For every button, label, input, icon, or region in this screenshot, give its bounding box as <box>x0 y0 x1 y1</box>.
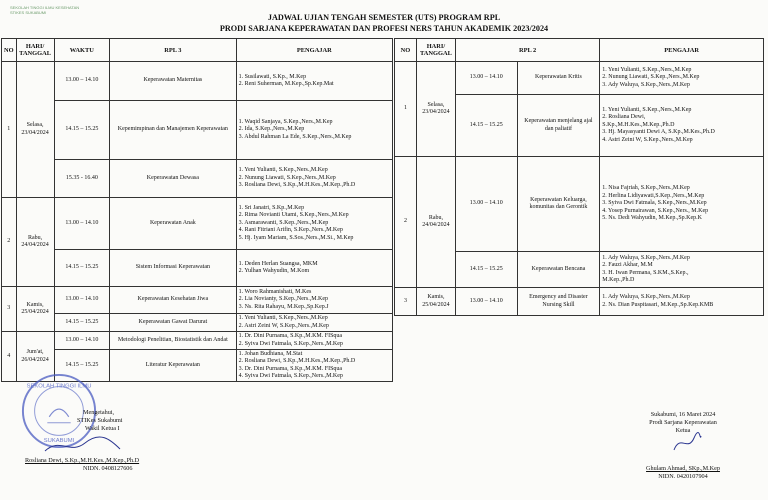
waktu-cell: 13.00 – 14.10 <box>54 198 110 250</box>
day-date <box>16 62 54 198</box>
institution-line: SEKOLAH TINGGI ILMU KESEHATAN <box>10 5 80 10</box>
course-cell: Literatur Keperawatan <box>110 350 237 382</box>
lecturer: 1. Yeni Yulianti, S.Kep.,Ners.,M.Kep <box>602 106 692 113</box>
course-cell: Sistem Informasi Keperawatan <box>110 250 237 287</box>
day-tanggal: 23/04/2024 <box>422 109 450 115</box>
waktu-cell: 14.15 – 15.25 <box>54 350 110 382</box>
signature-left <box>25 409 225 473</box>
lecturer: 2. Syiva Dwi Fatmala, S.Kep.,Ners.,M.Kep <box>238 340 343 347</box>
day-name: Rabu, <box>27 234 43 241</box>
sig-role: Wakil Ketua I <box>85 425 120 432</box>
day-name: Jum'at, <box>26 349 44 356</box>
lecturer: 2. Lia Novianty, S.Kep.,Ners.,M.Kep <box>238 296 329 303</box>
table-row <box>2 314 393 332</box>
lecturer: 1. Ady Waluya, S.Kep.,Ners.,M.Kep <box>602 294 690 301</box>
col-no: NO <box>395 39 417 62</box>
lecturer: 5. Ns. Dedi Wahyudin, M.Kep.,Sp.Kep.K <box>602 215 703 222</box>
lecturer: 2. Reni Suherman, M.Kep.,Sp.Kep.Mat <box>238 81 334 87</box>
sig-label: Mengetahui, <box>83 409 115 416</box>
col-no: NO <box>2 39 17 62</box>
col-rpl: RPL 3 <box>110 39 237 62</box>
day-no: 3 <box>395 288 417 316</box>
col-waktu: WAKTU <box>54 39 110 62</box>
lecturer: 3. Ns. Rita Rahayu, M.Kep.,Sp.Kep.J <box>238 303 329 310</box>
course-cell: Metodologi Penelitian, Biostatistik dan Andat <box>110 332 237 350</box>
waktu-cell: 14.15 – 15.25 <box>54 101 110 160</box>
lecturer: 2. Fauzi Akhar, M.M <box>602 262 653 269</box>
lecturer: 2. Nunung Liawati, S.Kep.,Ners.,M.Kep <box>602 74 700 81</box>
signature-space <box>25 433 225 457</box>
pengajar-cell <box>600 95 764 157</box>
institution-line: STIKES SUKABUMI <box>10 10 47 15</box>
day-date <box>416 288 455 316</box>
signer-nidn: NIDN. 0420107904 <box>658 473 708 480</box>
pengajar-cell <box>236 198 392 250</box>
day-no: 2 <box>2 198 17 287</box>
waktu-cell: 13.00 – 14.10 <box>455 288 517 316</box>
lecturer: 4. Syiva Dwi Fatmala, S.Kep.,Ners.,M.Kep <box>238 372 343 379</box>
course-cell: Keperawatan Bencana <box>517 252 600 288</box>
course-cell: Keperawatan Maternitas <box>110 62 237 101</box>
signature-space <box>598 435 768 465</box>
day-name: Selasa, <box>427 101 445 108</box>
day-name: Rabu, <box>428 214 444 221</box>
table-header-row <box>2 39 393 62</box>
waktu-cell: 13.00 – 14.10 <box>455 157 517 252</box>
lecturer: 3. Asmarawanti, S.Kep.,Ners.,M.Kep <box>238 219 329 226</box>
lecturer: 2. Rosliana Dewi, S.Kp.,M.H.Kes.,M.Kep.,Ph.D <box>238 358 356 365</box>
table-row <box>2 198 393 250</box>
col-hari-tanggal: HARI/ TANGGAL <box>416 39 455 62</box>
lecturer: 1. Ady Waluya, S.Kep.,Ners.,M.Kep <box>602 254 690 261</box>
course-cell: Keperawatan Dewasa <box>110 160 237 198</box>
pengajar-cell <box>236 287 392 314</box>
lecturer: 5. Hj. Iyam Mariam, S.Sos.,Ners.,M.Si., M.Kep <box>238 234 354 241</box>
lecturer: 3. Rosliana Dewi, S.Kp.,M.H.Kes.,M.Kep.,Ph.D <box>238 182 356 189</box>
lecturer: 4. Astri Zeini W, S.Kep.,Ners.,M.Kep <box>602 136 693 143</box>
lecturer: 2. Ida, S.Kep.,Ners.,M.Kep <box>238 126 305 133</box>
lecturer: 2. Nunung Liawati, S.Kep.,Ners.,M.Kep <box>238 174 336 181</box>
day-no: 2 <box>395 157 417 288</box>
course-cell: Emergency and Disaster Nursing Skill <box>517 288 600 316</box>
schedule-table-rpl3 <box>1 38 393 382</box>
lecturer: 2. Rima Novianti Utami, S.Kep.,Ners.,M.Kep <box>238 212 349 219</box>
lecturer: 1. Waqid Sanjaya, S.Kep.,Ners.,M.Kep <box>238 118 333 125</box>
pengajar-cell <box>600 62 764 95</box>
lecturer: 2. Herlina Lidiyawati,S.Kep.,Ners.,M.Kep <box>602 192 705 199</box>
lecturer: 1. Dr. Dini Purnama, S.Kp.,M.KM. FISqua <box>238 333 343 340</box>
waktu-cell: 13.00 – 14.10 <box>455 62 517 95</box>
course-cell: Kepemimpinan dan Manajemen Keperawatan <box>110 101 237 160</box>
pengajar-cell <box>236 350 392 382</box>
table-header-row <box>395 39 764 62</box>
lecturer: 2. Yulhan Wahyudin, M.Kom <box>238 268 310 274</box>
lecturer: 4. Yosep Purnairawan, S.Kep.,Ners., M.Kep <box>602 207 709 214</box>
sig-institution: STIKes Sukabumi <box>77 417 123 424</box>
waktu-cell: 13.00 – 14.10 <box>54 62 110 101</box>
day-tanggal: 23/04/2024 <box>21 129 49 136</box>
table-row <box>2 250 393 287</box>
table-row <box>395 62 764 95</box>
day-no: 1 <box>2 62 17 198</box>
lecturer: 2. Astri Zeini W, S.Kep.,Ners.,M.Kep <box>238 322 329 329</box>
table-row <box>2 287 393 314</box>
day-name: Kamis, <box>26 301 44 308</box>
day-name: Selasa, <box>26 122 44 129</box>
pengajar-cell <box>236 332 392 350</box>
lecturer: 3. Ady Waluya, S.Kep.,Ners.,M.Kep <box>602 81 690 88</box>
seal-text-bottom: SUKABUMI <box>43 438 75 445</box>
pengajar-cell <box>236 160 392 198</box>
lecturer: 3. Hj. Mayasyanti Dewi A, S.Kp.,M.Kes.,Ph.D <box>602 129 715 136</box>
signer-name: Rosliana Dewi, S.Kp.,M.H.Kes.,M.Kep.,Ph.D <box>25 457 140 464</box>
lecturer: 4. Rani Fitriani Arifin, S.Kep.,Ners.,M.Kep <box>238 227 343 234</box>
day-tanggal: 25/04/2024 <box>21 309 49 315</box>
schedule-table-rpl2 <box>394 38 764 316</box>
lecturer: 1. Nisa Fajriah, S.Kep.,Ners.,M.Kep <box>602 185 690 192</box>
lecturer: 1. Sri Janatri, S.Kp.,M.Kep <box>238 204 305 211</box>
table-row <box>395 288 764 316</box>
day-name: Kamis, <box>427 294 445 301</box>
col-hari-tanggal: HARI/ TANGGAL <box>16 39 54 62</box>
pengajar-cell <box>236 314 392 332</box>
table-row <box>2 332 393 350</box>
day-tanggal: 25/04/2024 <box>422 301 450 308</box>
handwritten-signature <box>25 433 145 457</box>
table-row <box>2 101 393 160</box>
lecturer: 1. Yeni Yulianti, S.Kep.,Ners.,M.Kep <box>238 315 328 322</box>
signer-nidn: NIDN. 0408127606 <box>83 465 133 472</box>
day-tanggal: 26/04/2024 <box>21 356 49 363</box>
waktu-cell: 14.15 – 15.25 <box>455 252 517 288</box>
waktu-cell: 14.15 – 15.25 <box>54 250 110 287</box>
sig-institution: Prodi Sarjana Keperawatan <box>649 419 717 426</box>
document-subtitle: PRODI SARJANA KEPERAWATAN DAN PROFESI NERS TAHUN AKADEMIK 2023/2024 <box>219 24 549 33</box>
day-date <box>416 157 455 288</box>
col-rpl: RPL 2 <box>455 39 599 62</box>
table-row <box>2 62 393 101</box>
lecturer: 1. Woro Rahmanishati, M.Kes <box>238 288 312 295</box>
signature-right <box>598 411 768 481</box>
lecturer: S.Kp.,M.H.Kes.,M.Kep.,Ph.D <box>602 121 675 128</box>
pengajar-cell <box>236 250 392 287</box>
pengajar-cell <box>600 157 764 252</box>
waktu-cell: 15.35 - 16.40 <box>54 160 110 198</box>
day-date <box>16 287 54 332</box>
waktu-cell: 14.15 – 15.25 <box>455 95 517 157</box>
course-cell: Keperawatan Kritis <box>517 62 600 95</box>
table-row <box>2 160 393 198</box>
day-tanggal: 24/04/2024 <box>422 222 450 228</box>
pengajar-cell <box>236 101 392 160</box>
course-cell: Keperawatan Kesehatan Jiwa <box>110 287 237 314</box>
pengajar-cell <box>236 62 392 101</box>
course-cell: Keperawatan menjelang ajal dan paliatif <box>517 95 600 157</box>
day-date <box>16 198 54 287</box>
lecturer: 1. Johan Budhiana, M.Stat <box>238 350 303 357</box>
seal-text-top: SEKOLAH TINGGI ILMU <box>26 383 92 390</box>
pengajar-cell <box>600 288 764 316</box>
course-cell: Keperawatan Keluarga, komunitas dan Gerontik <box>517 157 600 252</box>
lecturer: 1. Yeni Yulianti, S.Kep.,Ners.,M.Kep <box>602 66 692 73</box>
day-date <box>416 62 455 157</box>
day-no: 3 <box>2 287 17 332</box>
lecturer: 2. Ns. Dian Puspitasari, M.Kep.,Sp.Kep.KMB <box>602 301 714 308</box>
pengajar-cell <box>600 252 764 288</box>
lecturer: 3. H. Iwan Permana, S.KM.,S.Kep., <box>602 269 689 276</box>
col-pengajar: PENGAJAR <box>600 39 764 62</box>
col-pengajar: PENGAJAR <box>236 39 392 62</box>
lecturer: 1. Yeni Yulianti, S.Kep.,Ners.,M.Kep <box>238 167 328 174</box>
signer-name: Ghulam Ahmad, SKp.,M.Kep <box>646 465 720 472</box>
lecturer: 3. Abdul Rahman La Ede, S.Kep.,Ners.,M.Kep <box>238 133 352 140</box>
course-cell: Keperawatan Gawat Darurat <box>110 314 237 332</box>
lecturer: 1. Susilawati, S.Kp., M.Kep <box>238 73 307 80</box>
document-title: JADWAL UJIAN TENGAH SEMESTER (UTS) PROGRAM RPL <box>267 13 501 22</box>
waktu-cell: 13.00 – 14.10 <box>54 332 110 350</box>
lecturer: 3. Syiva Dwi Fatmala, S.Kep.,Ners.,M.Kep <box>602 200 707 207</box>
course-cell: Keperawatan Anak <box>110 198 237 250</box>
sig-role: Ketua <box>675 427 691 434</box>
sig-date: Sukabumi, 16 Maret 2024 <box>650 411 716 418</box>
lecturer: 2. Rosliana Dewi, <box>602 114 646 121</box>
day-no: 4 <box>2 332 17 382</box>
waktu-cell: 13.00 – 14.10 <box>54 287 110 314</box>
day-tanggal: 24/04/2024 <box>21 242 49 248</box>
lecturer: 1. Deden Herlan Suangsa, MKM <box>238 260 318 267</box>
table-row <box>395 157 764 252</box>
waktu-cell: 14.15 – 15.25 <box>54 314 110 332</box>
lecturer: 3. Dr. Dini Purnama, S.Kp.,M.KM. FISqua <box>238 365 343 372</box>
day-no: 1 <box>395 62 417 157</box>
lecturer: M.Kep.,Ph.D <box>602 276 635 283</box>
